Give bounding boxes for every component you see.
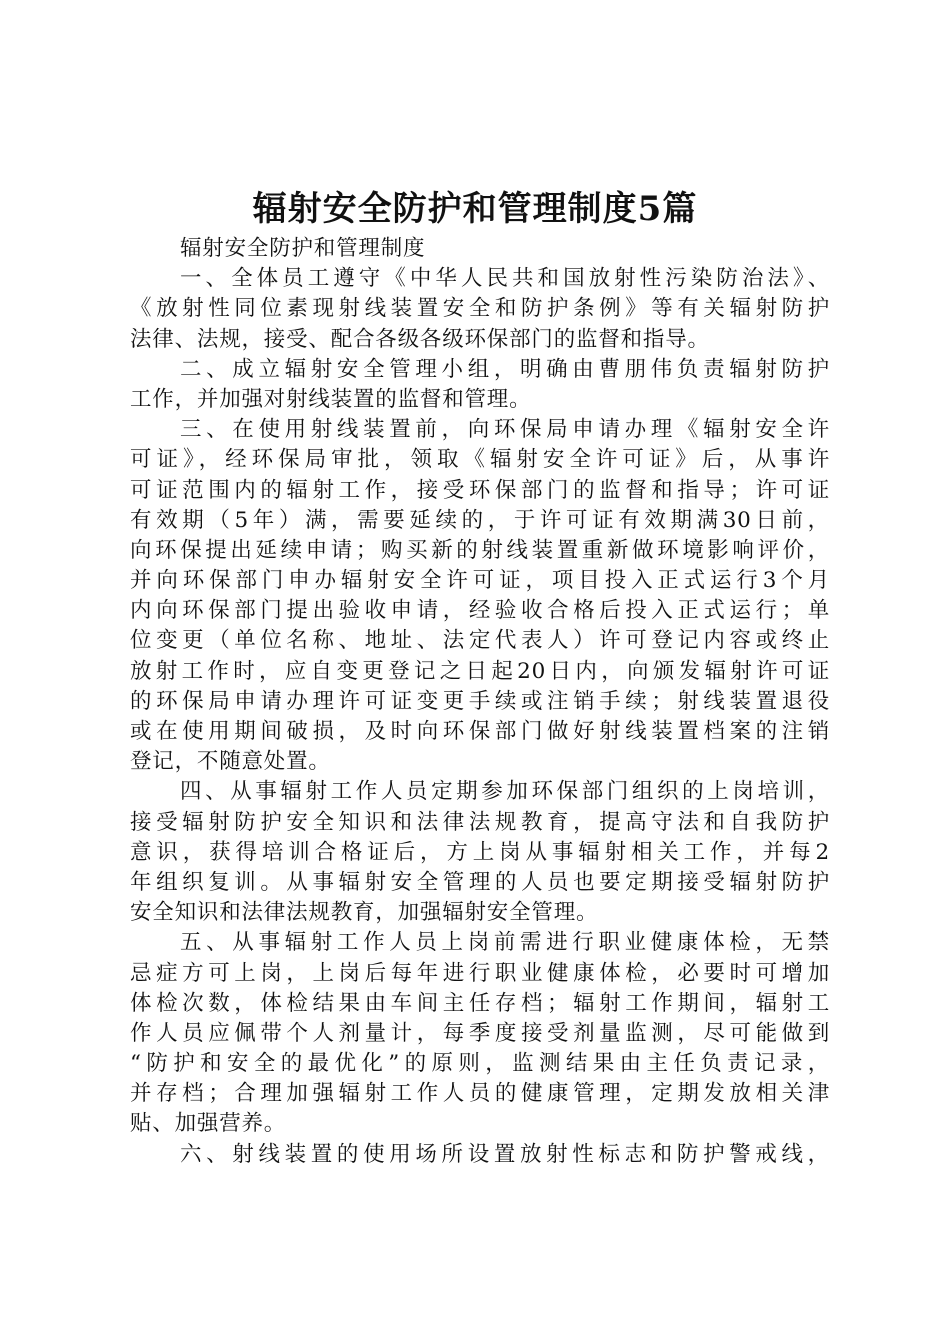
paragraph-line: 工作，并加强对射线装置的监督和管理。 — [130, 386, 532, 412]
paragraph-line: 意识，获得培训合格证后，方上岗从事辐射相关工作，并每2 — [130, 839, 830, 865]
paragraph-5 — [130, 928, 830, 1139]
paragraph-line: 六、射线装置的使用场所设置放射性标志和防护警戒线， — [180, 1141, 830, 1167]
document-subtitle: 辐射安全防护和管理制度 — [180, 236, 426, 261]
paragraph-line: 法律、法规，接受、配合各级各级环保部门的监督和指导。 — [130, 326, 710, 352]
paragraph-line: 或在使用期间破损，及时向环保部门做好射线装置档案的注销 — [130, 719, 830, 744]
paragraph-line: 并存档；合理加强辐射工作人员的健康管理，定期发放相关津 — [130, 1081, 830, 1107]
paragraph-line: 安全知识和法律法规教育，加强辐射安全管理。 — [130, 900, 599, 926]
paragraph-line: 可证范围内的辐射工作，接受环保部门的监督和指导；许可证 — [130, 477, 830, 503]
paragraph-line: 位变更（单位名称、地址、法定代表人）许可登记内容或终止 — [130, 628, 830, 654]
paragraph-line: 《放射性同位素现射线装置安全和防护条例》等有关辐射防护 — [130, 296, 830, 322]
paragraph-line: 一、全体员工遵守《中华人民共和国放射性污染防治法》、 — [180, 266, 830, 292]
paragraph-line: 二、成立辐射安全管理小组，明确由曹朋伟负责辐射防护 — [180, 356, 830, 382]
paragraph-line: 四、从事辐射工作人员定期参加环保部门组织的上岗培训， — [180, 779, 830, 805]
paragraph-2 — [130, 355, 830, 415]
document-body — [130, 234, 830, 1170]
paragraph-line: 并向环保部门申办辐射安全许可证，项目投入正式运行3个月 — [130, 568, 830, 594]
paragraph-line: 接受辐射防护安全知识和法律法规教育，提高守法和自我防护 — [130, 809, 830, 835]
paragraph-line: 放射工作时，应自变更登记之日起20日内，向颁发辐射许可证 — [130, 658, 830, 684]
paragraph-4 — [130, 777, 830, 928]
paragraph-1 — [130, 264, 830, 355]
paragraph-line: 内向环保部门提出验收申请，经验收合格后投入正式运行；单 — [130, 598, 830, 624]
paragraph-3 — [130, 415, 830, 777]
paragraph-line: 三、在使用射线装置前，向环保局申请办理《辐射安全许 — [180, 417, 830, 443]
paragraph-line: 作人员应佩带个人剂量计，每季度接受剂量监测，尽可能做到 — [130, 1020, 830, 1046]
paragraph-6 — [130, 1140, 830, 1170]
paragraph-line: 可证》，经环保局审批，领取《辐射安全许可证》后，从事许 — [130, 447, 830, 473]
paragraph-line: “防护和安全的最优化”的原则，监测结果由主任负责记录， — [130, 1051, 830, 1077]
paragraph-line: 向环保提出延续申请；购买新的射线装置重新做环境影响评价， — [130, 537, 830, 563]
document-title: 辐射安全防护和管理制度5篇 — [252, 189, 698, 229]
paragraph-line: 忌症方可上岗，上岗后每年进行职业健康体检，必要时可增加 — [130, 960, 830, 986]
paragraph-line: 体检次数，体检结果由车间主任存档；辐射工作期间，辐射工 — [130, 990, 830, 1016]
paragraph-line: 贴、加强营养。 — [130, 1111, 287, 1137]
paragraph-line: 的环保局申请办理许可证变更手续或注销手续；射线装置退役 — [130, 688, 830, 714]
paragraph-line: 登记，不随意处置。 — [130, 749, 331, 775]
paragraph-line: 有效期（5年）满，需要延续的，于许可证有效期满30日前， — [130, 507, 830, 533]
paragraph-line: 五、从事辐射工作人员上岗前需进行职业健康体检，无禁 — [180, 930, 830, 956]
paragraph-line: 年组织复训。从事辐射安全管理的人员也要定期接受辐射防护 — [130, 869, 830, 895]
